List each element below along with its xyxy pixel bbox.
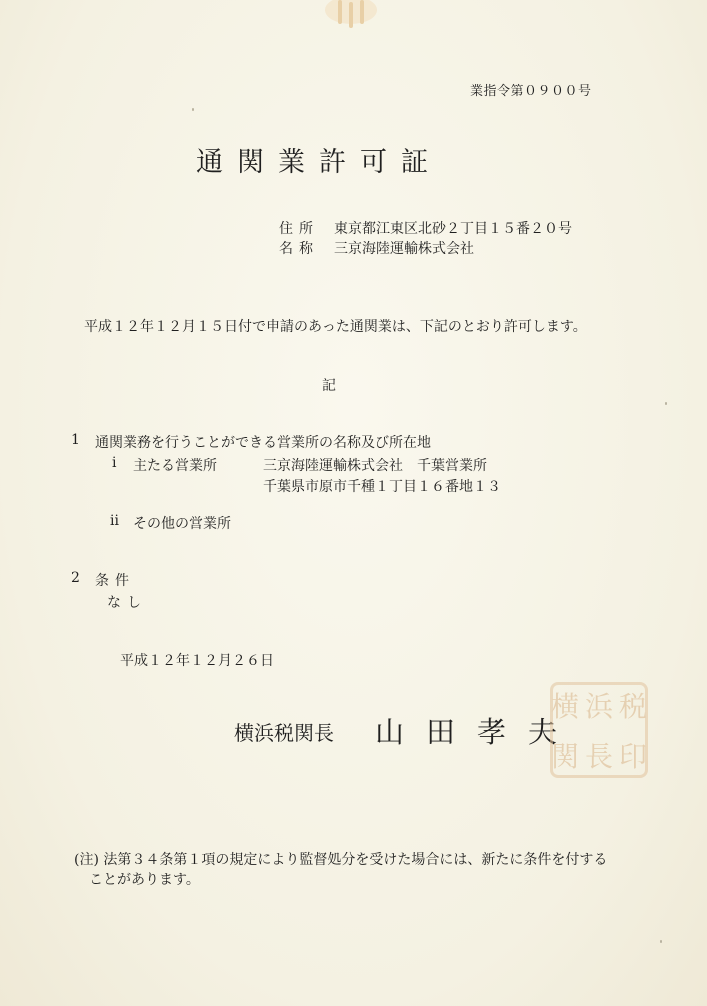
seal-character: 印 — [618, 740, 647, 773]
seal-character: 横 — [550, 690, 579, 723]
official-seal — [548, 680, 650, 780]
seal-character: 浜 — [584, 690, 613, 723]
certificate-number: 業指令第０９００号 — [470, 84, 592, 99]
note-line-2: ことがあります。 — [89, 872, 200, 888]
paper-fleck — [660, 940, 662, 943]
main-office-name: 三京海陸運輸株式会社 千葉営業所 — [263, 458, 487, 474]
other-offices-label: その他の営業所 — [133, 516, 231, 532]
issue-date: 平成１２年１２月２６日 — [120, 653, 274, 669]
seal-character: 長 — [584, 740, 613, 773]
paper-fleck — [665, 402, 667, 405]
address-value: 東京都江東区北砂２丁目１５番２０号 — [334, 221, 572, 237]
permission-statement: 平成１２年１２月１５日付で申請のあった通関業は、下記のとおり許可します。 — [84, 319, 587, 335]
document-title: 通関業許可証 — [196, 147, 442, 178]
note-line-1: (注) 法第３４条第１項の規定により監督処分を受けた場合には、新たに条件を付する — [74, 852, 608, 868]
company-name-value: 三京海陸運輸株式会社 — [334, 241, 474, 257]
main-office-label: 主たる営業所 — [133, 458, 217, 474]
seal-character: 関 — [550, 740, 579, 773]
item1-number: 1 — [71, 432, 80, 448]
conditions-label: 条件 — [95, 573, 135, 589]
item2-number: 2 — [71, 570, 80, 586]
seal-character: 税 — [618, 690, 647, 723]
issuer-name: 山田孝夫 — [375, 715, 580, 749]
main-office-address: 千葉県市原市千種１丁目１６番地１３ — [263, 479, 501, 495]
main-office-number: i — [112, 455, 117, 471]
other-offices-number: ii — [110, 513, 119, 529]
issuer-title: 横浜税関長 — [234, 721, 334, 745]
top-decoration-mark — [322, 0, 380, 30]
seal-characters — [548, 680, 650, 780]
ki-heading: 記 — [322, 378, 336, 394]
paper-fleck — [192, 108, 194, 111]
address-label: 住所 — [279, 221, 319, 237]
company-name-label: 名称 — [279, 241, 319, 257]
item1-text: 通関業務を行うことができる営業所の名称及び所在地 — [95, 435, 431, 451]
conditions-value: なし — [107, 595, 147, 611]
